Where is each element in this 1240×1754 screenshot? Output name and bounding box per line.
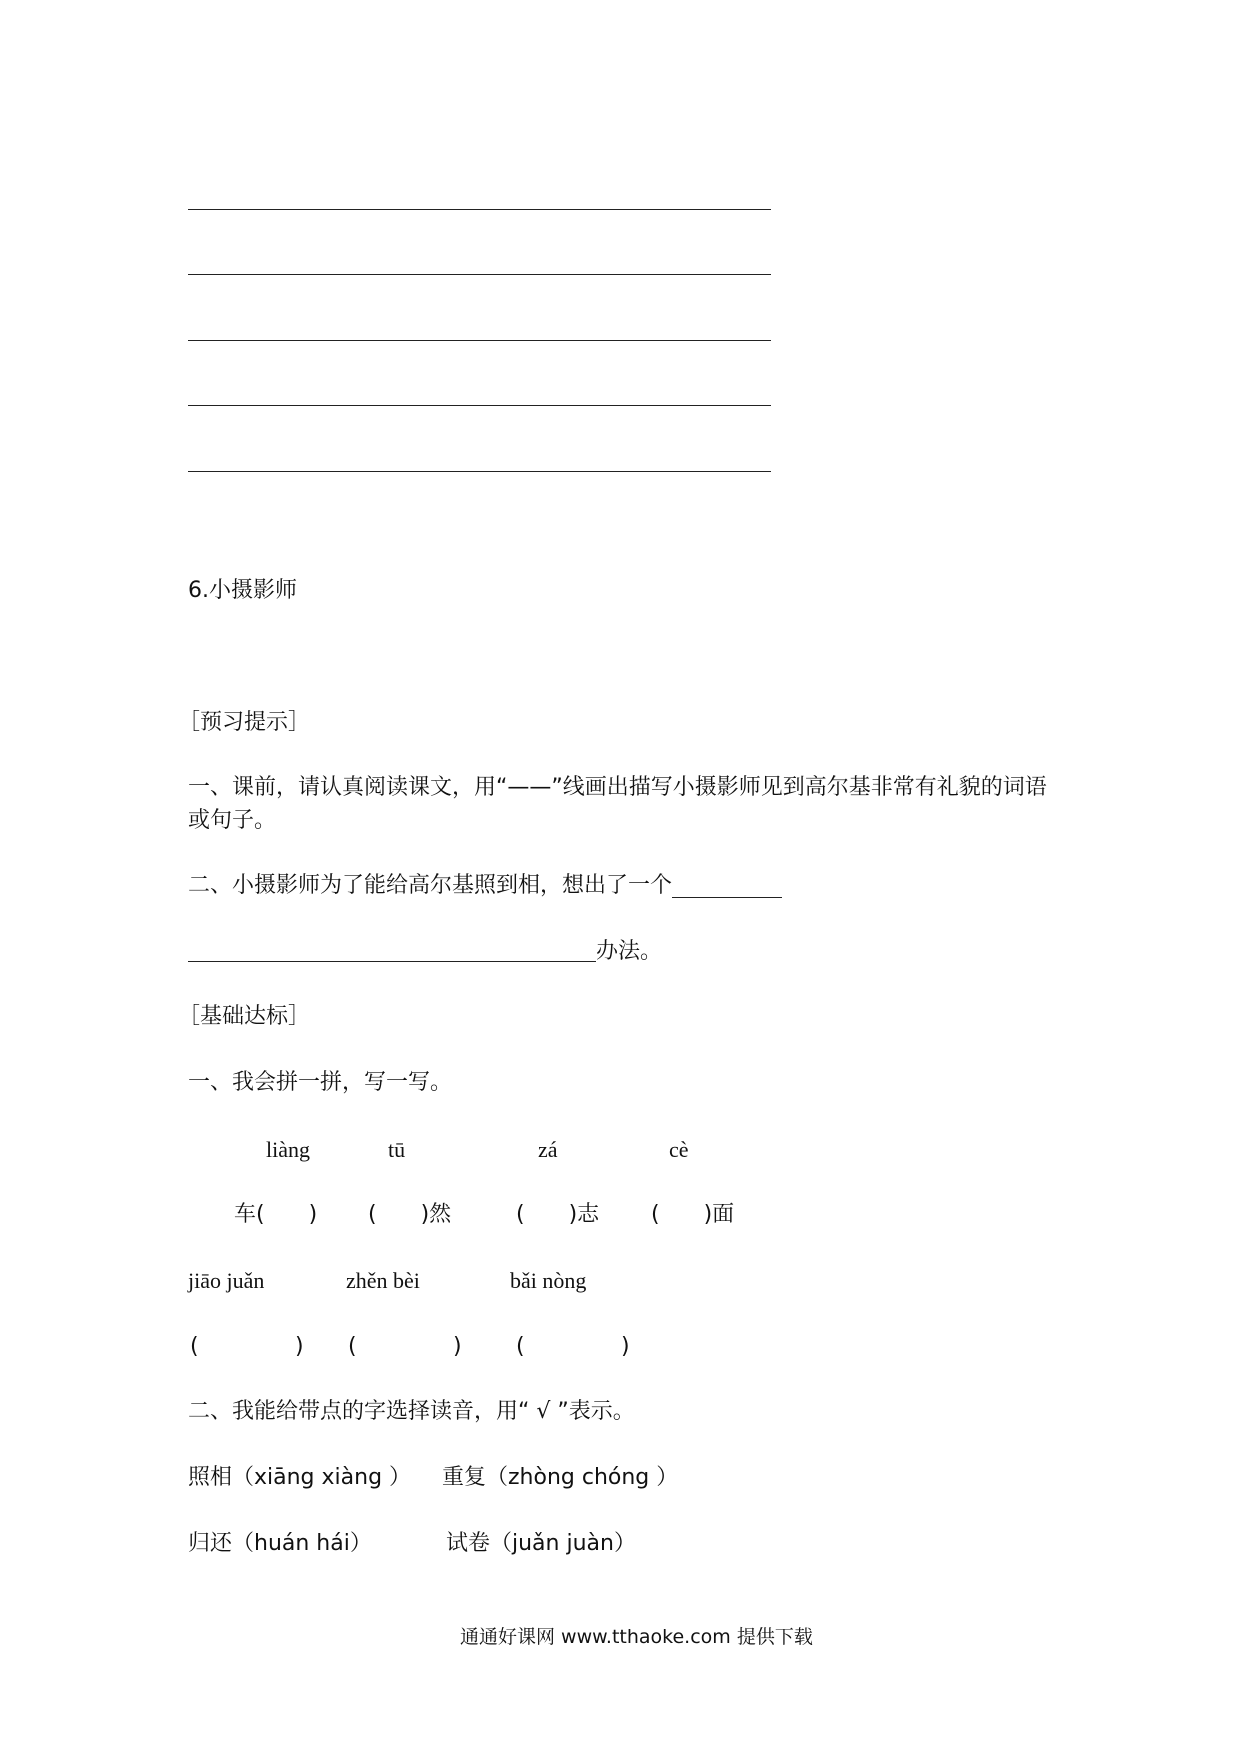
char-blank-3: ( )志 [516,1202,600,1227]
preview-q2-blank-1 [672,897,782,898]
basics-heading: ［基础达标］ [178,1004,311,1029]
paren-close-3: ) [621,1334,630,1359]
page-footer: 通通好课网 www.tthaoke.com 提供下载 [460,1626,813,1648]
preview-q1-line1: 一、课前，请认真阅读课文，用“——”线画出描写小摄影师见到高尔基非常有礼貌的词语 [188,775,1047,800]
pinyin-3: zá [538,1137,558,1162]
basics-q1: 一、我会拼一拼，写一写。 [188,1070,453,1095]
pinyin-1: liàng [266,1137,310,1162]
char-blank-1: 车( ) [234,1202,318,1227]
pinyin-7: bǎi nòng [510,1268,587,1293]
preview-q2-tail: 办法。 [596,939,663,964]
choice-4: 试卷（juǎn juàn） [446,1531,636,1556]
char-blank-2: ( )然 [368,1202,452,1227]
lesson-title: 6.小摄影师 [188,578,297,603]
preview-q2-blank-2 [188,961,596,962]
answer-line-1 [188,209,771,210]
answer-line-4 [188,405,771,406]
pinyin-2: tū [388,1137,406,1162]
answer-line-5 [188,471,771,472]
choice-1: 照相（xiāng xiàng ） [188,1465,412,1490]
pinyin-6: zhěn bèi [346,1268,420,1293]
preview-heading: ［预习提示］ [178,710,311,735]
char-blank-4: ( )面 [651,1202,735,1227]
pinyin-4: cè [669,1137,689,1162]
choice-3: 归还（huán hái） [188,1531,372,1556]
paren-close-1: ) [295,1334,304,1359]
answer-line-2 [188,274,771,275]
paren-close-2: ) [453,1334,462,1359]
pinyin-5: jiāo juǎn [188,1268,265,1293]
basics-q2: 二、我能给带点的字选择读音，用“ √ ”表示。 [188,1399,635,1424]
preview-q1-line2: 或句子。 [188,808,277,833]
paren-open-3: ( [516,1334,525,1359]
paren-open-2: ( [348,1334,357,1359]
paren-open-1: ( [190,1334,199,1359]
preview-q2-text: 二、小摄影师为了能给高尔基照到相，想出了一个 [188,873,673,898]
choice-2: 重复（zhòng chóng ） [442,1465,679,1490]
answer-line-3 [188,340,771,341]
